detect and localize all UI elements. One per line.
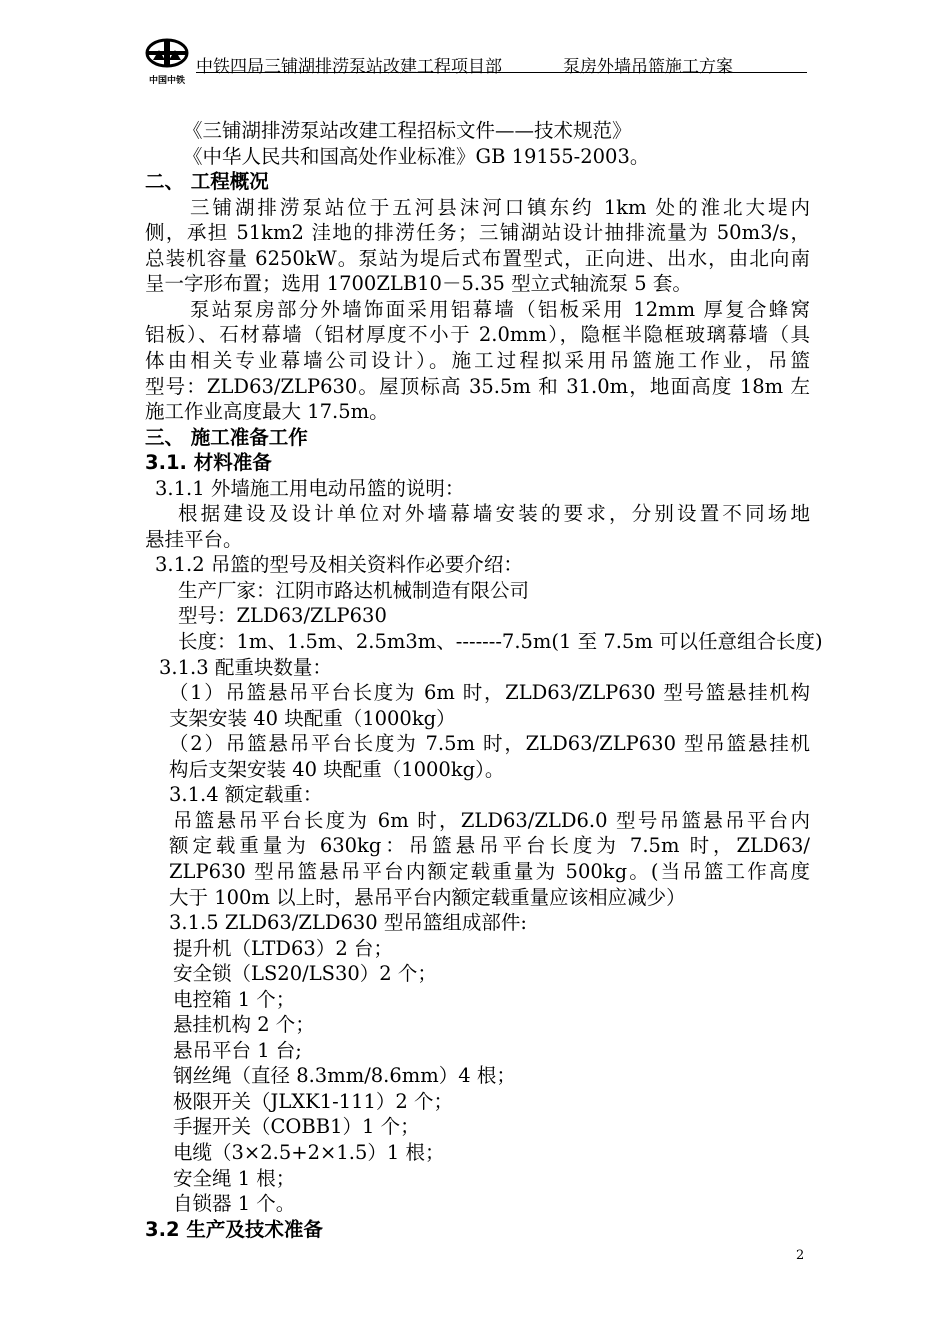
body-line: 额定载重量为 630kg：吊篮悬吊平台长度为 7.5m 时，ZLD63/	[169, 834, 810, 858]
section-heading: 3.1. 材料准备	[145, 451, 272, 475]
body-line: （2）吊篮悬吊平台长度为 7.5m 时，ZLD63/ZLP630 型吊篮悬挂机	[169, 732, 810, 756]
body-line: 手握开关（COBB1）1 个；	[173, 1115, 420, 1139]
body-line: 呈一字形布置；选用 1700ZLB10－5.35 型立式轴流泵 5 套。	[145, 272, 692, 296]
body-line: 安全绳 1 根；	[173, 1166, 296, 1190]
body-line: 长度：1m、1.5m、2.5m3m、-------7.5m(1 至 7.5m 可以任意组合长度)	[178, 630, 823, 653]
body-line: 生产厂家：江阴市路达机械制造有限公司	[178, 578, 530, 602]
body-line: 电控箱 1 个；	[173, 987, 296, 1011]
section-heading: 3.2 生产及技术准备	[145, 1217, 323, 1241]
body-line: 铝板）、石材幕墙（铝材厚度不小于 2.0mm），隐框半隐框玻璃幕墙（具	[145, 323, 810, 347]
body-line: 大于 100m 以上时，悬吊平台内额定载重量应该相应减少）	[169, 885, 686, 909]
page-number: 2	[796, 1248, 805, 1263]
company-logo	[145, 38, 191, 86]
crec-logo-icon	[145, 38, 191, 86]
body-line: 《中华人民共和国高处作业标准》GB 19155-2003。	[183, 144, 650, 168]
section-heading: 三、 施工准备工作	[145, 425, 308, 449]
body-line: （1）吊篮悬吊平台长度为 6m 时，ZLD63/ZLP630 型号篮悬挂机构	[169, 681, 810, 705]
body-line: 吊篮悬吊平台长度为 6m 时，ZLD63/ZLD6.0 型号吊篮悬吊平台内	[173, 808, 810, 832]
body-line: 3.1.2 吊篮的型号及相关资料作必要介绍：	[155, 553, 523, 577]
document-title: 泵房外墙吊篮施工方案	[563, 57, 733, 77]
body-line: 支架安装 40 块配重（1000kg）	[169, 706, 456, 730]
logo-caption: 中国中铁	[148, 76, 186, 86]
page-header	[145, 38, 807, 86]
body-line: 3.1.1 外墙施工用电动吊篮的说明：	[155, 476, 465, 500]
body-line: 根据建设及设计单位对外墙幕墙安装的要求，分别设置不同场地	[178, 502, 810, 526]
body-line: 安全锁（LS20/LS30）2 个；	[173, 962, 437, 986]
body-line: 侧，承担 51km2 洼地的排涝任务；三铺湖站设计抽排流量为 50m3/s，	[145, 221, 810, 245]
body-line: 悬吊平台 1 台;	[173, 1038, 302, 1062]
body-line: 3.1.5 ZLD63/ZLD630 型吊篮组成部件:	[169, 911, 527, 935]
body-line: 3.1.4 额定载重：	[169, 783, 323, 807]
body-line: 极限开关（JLXK1-111）2 个；	[173, 1089, 454, 1113]
body-line: 型号：ZLD63/ZLP630	[178, 604, 387, 628]
organization-name: 中铁四局三铺湖排涝泵站改建工程项目部	[196, 57, 502, 77]
header-rule	[196, 72, 807, 73]
body-line: 钢丝绳（直径 8.3mm/8.6mm）4 根；	[173, 1064, 516, 1088]
body-line: ZLP630 型吊篮悬吊平台内额定载重量为 500kg。(当吊篮工作高度	[169, 859, 810, 883]
body-line: 构后支架安装 40 块配重（1000kg）。	[169, 757, 505, 781]
body-line: 《三铺湖排涝泵站改建工程招标文件——技术规范》	[183, 119, 632, 142]
body-line: 自锁器 1 个。	[173, 1192, 296, 1216]
body-line: 型号：ZLD63/ZLP630。屋顶标高 35.5m 和 31.0m，地面高度 18m 左	[145, 374, 810, 398]
body-line: 三铺湖排涝泵站位于五河县沫河口镇东约 1km 处的淮北大堤内	[190, 195, 810, 219]
body-line: 3.1.3 配重块数量：	[159, 655, 332, 679]
body-line: 体由相关专业幕墙公司设计）。施工过程拟采用吊篮施工作业，吊篮	[145, 348, 810, 372]
body-line: 泵站泵房部分外墙饰面采用铝幕墙（铝板采用 12mm 厚复合蜂窝	[190, 297, 810, 321]
body-line: 施工作业高度最大 17.5m。	[145, 400, 389, 424]
body-line: 电缆（3×2.5+2×1.5）1 根；	[173, 1141, 445, 1164]
body-line: 提升机（LTD63）2 台；	[173, 936, 393, 960]
body-line: 悬挂平台。	[145, 527, 243, 551]
body-line: 总装机容量 6250kW。泵站为堤后式布置型式，正向进、出水，由北向南	[145, 246, 810, 270]
body-line: 悬挂机构 2 个；	[173, 1013, 315, 1037]
section-heading: 二、 工程概况	[145, 170, 269, 194]
